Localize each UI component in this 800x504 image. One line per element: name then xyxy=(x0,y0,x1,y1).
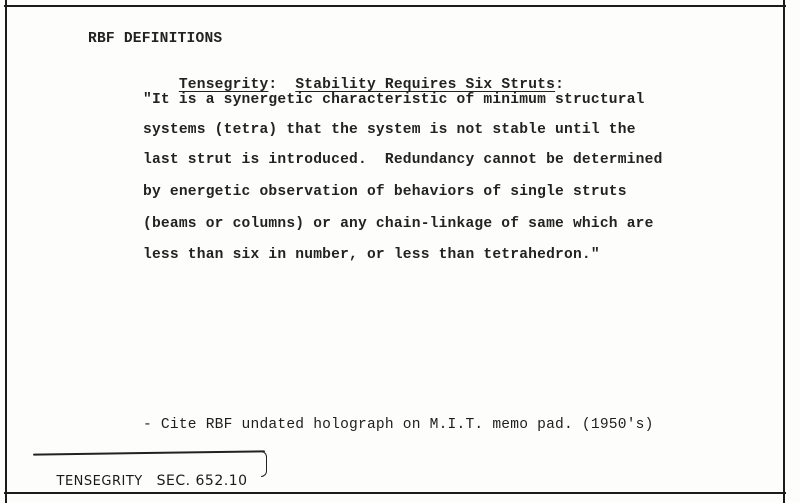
quote-line: last strut is introduced. Redundancy cannot be determined xyxy=(143,152,663,168)
entry-term: Tensegrity xyxy=(178,77,269,93)
handwritten-bracket xyxy=(261,451,267,477)
quote-line: systems (tetra) that the system is not stable until the xyxy=(143,122,636,138)
right-border xyxy=(783,0,785,503)
entry-subtitle: Stability Requires Six Struts xyxy=(295,77,556,93)
quote-line: by energetic observation of behaviors of single struts xyxy=(143,184,627,200)
quote-line: "It is a synergetic characteristic of minimum structural xyxy=(143,92,645,108)
handwritten-overline xyxy=(33,450,265,455)
document-header: RBF DEFINITIONS xyxy=(88,31,223,47)
quote-line: (beams or columns) or any chain-linkage of same which are xyxy=(143,216,654,232)
handwritten-note xyxy=(38,458,248,504)
handwritten-term: TENSEGRITY xyxy=(56,474,143,489)
top-border xyxy=(4,5,786,7)
citation: - Cite RBF undated holograph on M.I.T. memo pad. (1950's) xyxy=(143,417,654,433)
entry-term-separator: : xyxy=(268,77,278,93)
quote-line: less than six in number, or less than tetrahedron." xyxy=(143,247,600,263)
entry-subtitle-suffix: : xyxy=(555,77,565,93)
left-border xyxy=(5,0,7,503)
handwritten-section: SEC. 652.10 xyxy=(156,473,248,489)
